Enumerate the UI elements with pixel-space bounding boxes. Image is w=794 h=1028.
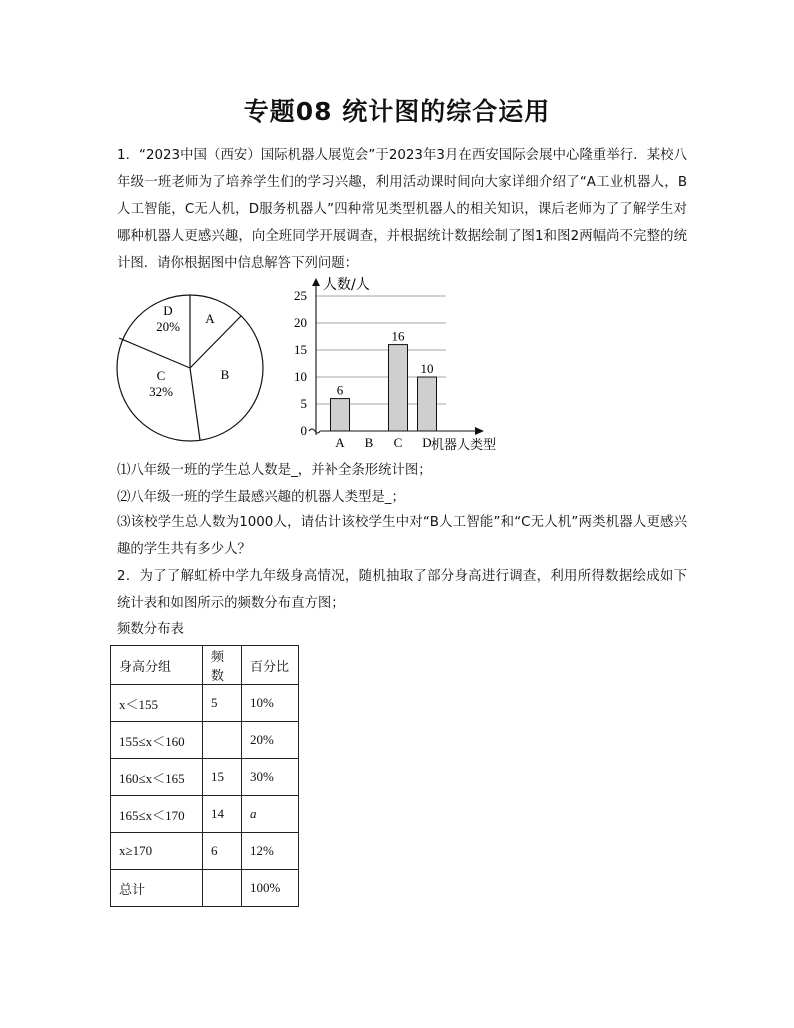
bar-c <box>389 345 408 431</box>
cell-group: 总计 <box>111 870 203 907</box>
table-row <box>111 685 299 722</box>
table-row <box>111 833 299 870</box>
bar-d <box>418 377 437 431</box>
bar-value-label: 16 <box>391 328 405 344</box>
page-title: 专题08 统计图的综合运用 <box>243 97 551 126</box>
y-tick-label: 5 <box>300 396 307 411</box>
frequency-table <box>110 645 299 907</box>
cell-group: 165≤x＜170 <box>111 796 203 833</box>
y-axis-title: 人数/人 <box>323 277 370 293</box>
pie-label-d: D <box>163 303 173 318</box>
y-tick-label: 20 <box>294 315 307 330</box>
cell-group: x＜155 <box>111 685 203 722</box>
table-row <box>111 722 299 759</box>
question-1-part-3: ⑶该校学生总人数为1000人，请估计该校学生中对“B人工智能”和“C无人机”两类机器人更感兴趣的学生共有多少人？ <box>117 515 687 557</box>
question-1-text: 1．“2023中国（西安）国际机器人展览会”于2023年3月在西安国际会展中心隆重举行．某校八年级一班老师为了培养学生们的学习兴趣，利用活动课时间向大家详细介绍了“A工业机器人，B人工智能，C无人机，D服务机器人”四种常见类型机器人的相关知识，课后老师为了了解学生对哪种机器人更感兴趣，向全班同学开展调查，并根据统计数据绘制了图1和图2两幅尚不完整的统计图．请你根据图中信息解答下列问题： <box>117 148 687 271</box>
pie-label-b: B <box>220 367 230 382</box>
axis-break <box>309 429 320 433</box>
cell-group: 160≤x＜165 <box>111 759 203 796</box>
cell-percent: 10% <box>242 685 299 722</box>
cell-group: 155≤x＜160 <box>111 722 203 759</box>
y-tick-label: 10 <box>294 369 307 384</box>
y-tick-label: 25 <box>294 288 307 303</box>
cell-percent: 30% <box>242 759 299 796</box>
x-tick-label: A <box>335 435 345 450</box>
question-1-part-1: ⑴八年级一班的学生总人数是_，并补全条形统计图； <box>117 463 432 478</box>
x-tick-label: B <box>364 435 374 450</box>
header-percent: 百分比 <box>242 646 299 685</box>
x-axis-arrow <box>475 427 484 435</box>
question-1-part-2: ⑵八年级一班的学生最感兴趣的机器人类型是_； <box>117 490 405 505</box>
x-tick-label: C <box>393 435 403 450</box>
cell-frequency: 6 <box>203 833 242 870</box>
cell-frequency: 15 <box>203 759 242 796</box>
y-tick-label: 15 <box>294 342 307 357</box>
cell-percent: 12% <box>242 833 299 870</box>
pie-chart <box>110 288 280 448</box>
cell-frequency <box>203 722 242 759</box>
bar-a <box>331 399 350 431</box>
table-row <box>111 759 299 796</box>
header-height-group: 身高分组 <box>111 646 203 685</box>
table-header-row <box>111 646 299 685</box>
cell-percent: 20% <box>242 722 299 759</box>
header-frequency: 频数 <box>203 646 242 685</box>
cell-percent: 100% <box>242 870 299 907</box>
pie-label-a: A <box>205 311 215 326</box>
cell-frequency <box>203 870 242 907</box>
table-row <box>111 870 299 907</box>
bar-value-label: 10 <box>420 361 434 376</box>
x-tick-label: D <box>422 435 432 450</box>
pie-label-c: C <box>156 368 166 383</box>
table-title: 频数分布表 <box>117 622 184 637</box>
cell-percent: a <box>242 796 299 833</box>
cell-frequency: 5 <box>203 685 242 722</box>
pie-pct-c: 32% <box>149 384 173 399</box>
x-axis-title: 机器人类型 <box>431 438 497 453</box>
y-axis-arrow <box>312 278 320 286</box>
cell-group: x≥170 <box>111 833 203 870</box>
bar-value-label: 6 <box>336 382 344 398</box>
cell-frequency: 14 <box>203 796 242 833</box>
table-row <box>111 796 299 833</box>
pie-pct-d: 20% <box>156 319 180 334</box>
y-tick-label: 0 <box>300 423 307 438</box>
bar-chart <box>283 272 523 454</box>
question-2-text: 2．为了了解虹桥中学九年级身高情况，随机抽取了部分身高进行调查，利用所得数据绘成如下统计表和如图所示的频数分布直方图； <box>117 569 687 611</box>
